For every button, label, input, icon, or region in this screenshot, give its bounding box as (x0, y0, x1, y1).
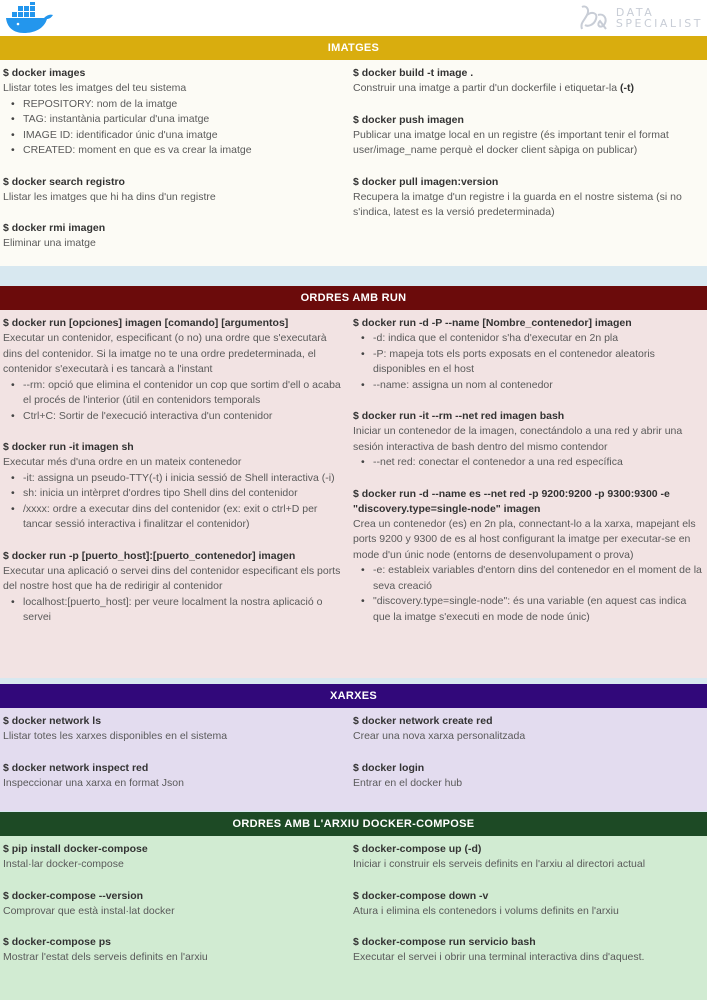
option-item: • -P: mapeja tots els ports exposats en el contenedor aleatoris disponibles en el host (359, 347, 703, 378)
command-block (353, 889, 703, 920)
section-body (0, 836, 707, 1000)
section-title: XARXES (0, 684, 707, 708)
command-description: Llistar les imatges que hi ha dins d'un registre (3, 190, 216, 203)
option-list (3, 595, 347, 626)
brand-logo (576, 3, 703, 33)
command-description: Publicar una imatge local en un registre (és important tenir el format user/image_name perquè el docker client sàpiga on publicar) (353, 128, 669, 156)
top-bar (0, 0, 707, 36)
command-title: $ docker run -it imagen sh (3, 441, 134, 453)
option-list (353, 331, 703, 393)
command-title: $ docker-compose ps (3, 936, 111, 948)
command-title: $ docker network create red (353, 715, 493, 727)
command-description: Crea un contenedor (es) en 2n pla, connectant-lo a la xarxa, mapejant els ports 9200 y 9300 de es al host configurant la imatge per executar-se en mode d'un únic node (entorns de desenvolupament o prova) (353, 517, 696, 561)
command-description: Inspeccionar una xarxa en format Json (3, 776, 184, 789)
command-description: Crear una nova xarxa personalitzada (353, 730, 526, 742)
option-item: • sh: inicia un intèrpret d'ordres tipo Shell dins del contenidor (9, 486, 347, 502)
command-block (3, 66, 347, 159)
command-title: $ docker run -d --name es --net red -p 9200:9200 -p 9300:9300 -e "discovery.type=single-node" imagen (353, 487, 670, 515)
right-column (353, 714, 703, 807)
brand-mark-icon (576, 3, 610, 33)
option-item: • --rm: opció que elimina el contenidor un cop que sortim d'ell o acaba el procés de l'interior (útil en contenidors temporals (9, 378, 347, 409)
command-block (3, 175, 347, 206)
command-block (353, 714, 703, 745)
left-column (3, 66, 353, 262)
section-body (0, 60, 707, 266)
command-title: $ docker run -it --rm --net red imagen bash (353, 410, 565, 422)
option-list (353, 455, 703, 471)
command-title: $ docker run -d -P --name [Nombre_contenedor] imagen (353, 317, 632, 329)
left-column (3, 316, 353, 674)
option-item: • localhost:[puerto_host]: per veure localment la nostra aplicació o servei (9, 595, 347, 626)
command-block (353, 487, 703, 626)
command-title: $ docker network inspect red (3, 761, 149, 774)
option-item: • IMAGE ID: identificador únic d'una imatge (9, 128, 347, 144)
left-column (3, 842, 353, 996)
command-block (3, 221, 347, 252)
command-block (3, 761, 347, 792)
command-description: Mostrar l'estat dels serveis definits en l'arxiu (3, 951, 208, 963)
command-title: $ docker-compose --version (3, 889, 144, 902)
command-description: Entrar en el docker hub (353, 776, 463, 789)
section-body (0, 708, 707, 811)
command-block (3, 316, 347, 424)
command-description: Iniciar i construir els serveis definits en l'arxiu al directori actual (353, 858, 646, 870)
command-block (353, 316, 703, 393)
right-column (353, 842, 703, 996)
command-title: $ docker network ls (3, 715, 102, 727)
command-description: Llistar totes les xarxes disponibles en el sistema (3, 730, 228, 742)
command-block (353, 842, 703, 873)
command-description: Executar el servei i obrir una terminal interactiva dins d'aquest. (353, 951, 645, 963)
command-block (3, 842, 347, 873)
command-description: Executar un contenidor, especificant (o no) una ordre que s'executarà dins del contenidor. Si la imatge no te una ordre predeterminada, el contenidor s'executarà i es tancarà a l'instant (3, 332, 327, 375)
brand-text (616, 7, 703, 29)
option-item: • TAG: instantània particular d'una imatge (9, 112, 347, 128)
command-block (353, 66, 703, 97)
command-description: Atura i elimina els contenedors i volums definits en l'arxiu (353, 904, 619, 917)
command-title: $ docker push imagen (353, 113, 464, 126)
command-block (353, 409, 703, 471)
option-item: • /xxxx: ordre a executar dins del contenidor (ex: exit o ctrl+D per tancar sessió interactiva i finalitzar el contenidor) (9, 502, 347, 533)
description-text: Construir una imatge a partir d'un dockerfile i etiquetar-la (353, 82, 618, 94)
command-block (3, 549, 347, 626)
option-list (3, 97, 347, 159)
command-block (3, 889, 347, 920)
command-title: $ docker-compose down -v (353, 889, 489, 902)
command-description: Eliminar una imatge (3, 237, 96, 249)
left-column (3, 714, 353, 807)
command-description: Instal·lar docker-compose (3, 858, 124, 870)
command-title: $ pip install docker-compose (3, 843, 148, 855)
section-imatges (0, 36, 707, 266)
command-title: $ docker images (3, 67, 86, 79)
command-block (353, 761, 703, 792)
right-column (353, 316, 703, 674)
command-description: Llistar totes les imatges del teu sistema (3, 82, 187, 94)
command-description: Iniciar un contenedor de la imagen, conectándolo a una red y abrir una sesión interactiva de bash dentro del mismo contendor (353, 425, 683, 453)
section-xarxes (0, 684, 707, 811)
docker-whale-icon (4, 2, 54, 34)
command-block (353, 935, 703, 966)
option-item: • --net red: conectar el contenedor a una red específica (359, 455, 703, 471)
command-description: Executar més d'una ordre en un mateix contenedor (3, 456, 242, 468)
command-block (3, 714, 347, 745)
section-title: ORDRES AMB L'ARXIU DOCKER-COMPOSE (0, 812, 707, 836)
option-item: • "discovery.type=single-node": és una variable (en aquest cas indica que la imatge s'executi en mode de node únic) (359, 594, 703, 625)
command-title: $ docker run -p [puerto_host]:[puerto_contenedor] imagen (3, 549, 296, 562)
command-title: $ docker-compose up (-d) (353, 843, 482, 855)
description-bold: (-t) (619, 82, 634, 94)
command-description: Executar una aplicació o servei dins del contenidor especificant els ports del nostre host que ha de redirigir al contenidor (3, 564, 341, 592)
section-title: IMATGES (0, 36, 707, 60)
option-list (353, 563, 703, 625)
command-title: $ docker login (353, 761, 425, 774)
command-title: $ docker rmi imagen (3, 222, 106, 234)
command-block (353, 175, 703, 221)
command-block (353, 113, 703, 159)
option-list (3, 471, 347, 533)
command-description: Comprovar que està instal·lat docker (3, 904, 175, 917)
brand-line-1: DATA (615, 6, 655, 19)
option-item: • -d: indica que el contenidor s'ha d'executar en 2n pla (359, 331, 703, 347)
command-title: $ docker pull imagen:version (353, 175, 499, 188)
option-item: • -it: assigna un pseudo-TTY(-t) i inicia sessió de Shell interactiva (-i) (9, 471, 347, 487)
command-title: $ docker search registro (3, 175, 125, 188)
section-title: ORDRES AMB RUN (0, 286, 707, 310)
option-item: • REPOSITORY: nom de la imatge (9, 97, 347, 113)
section-run (0, 286, 707, 678)
section-body (0, 310, 707, 678)
section-docker-compose (0, 812, 707, 1000)
command-description: Recupera la imatge d'un registre i la guarda en el nostre sistema (si no s'indica, latest es la versió predeterminada) (353, 190, 682, 218)
brand-line-2: SPECIALIST (615, 17, 703, 30)
option-item: • CREATED: moment en que es va crear la imatge (9, 143, 347, 159)
command-title: $ docker run [opciones] imagen [comando] [argumentos] (3, 317, 289, 329)
option-list (3, 378, 347, 425)
right-column (353, 66, 703, 262)
option-item: • Ctrl+C: Sortir de l'execució interactiva d'un contenidor (9, 409, 347, 425)
command-title: $ docker build -t image . (353, 67, 474, 79)
option-item: • --name: assigna un nom al contenedor (359, 378, 703, 394)
command-title: $ docker-compose run servicio bash (353, 936, 536, 948)
option-item: • -e: estableix variables d'entorn dins del contenedor en el moment de la seva creació (359, 563, 703, 594)
command-block (3, 440, 347, 533)
command-block (3, 935, 347, 966)
command-description (353, 81, 703, 97)
